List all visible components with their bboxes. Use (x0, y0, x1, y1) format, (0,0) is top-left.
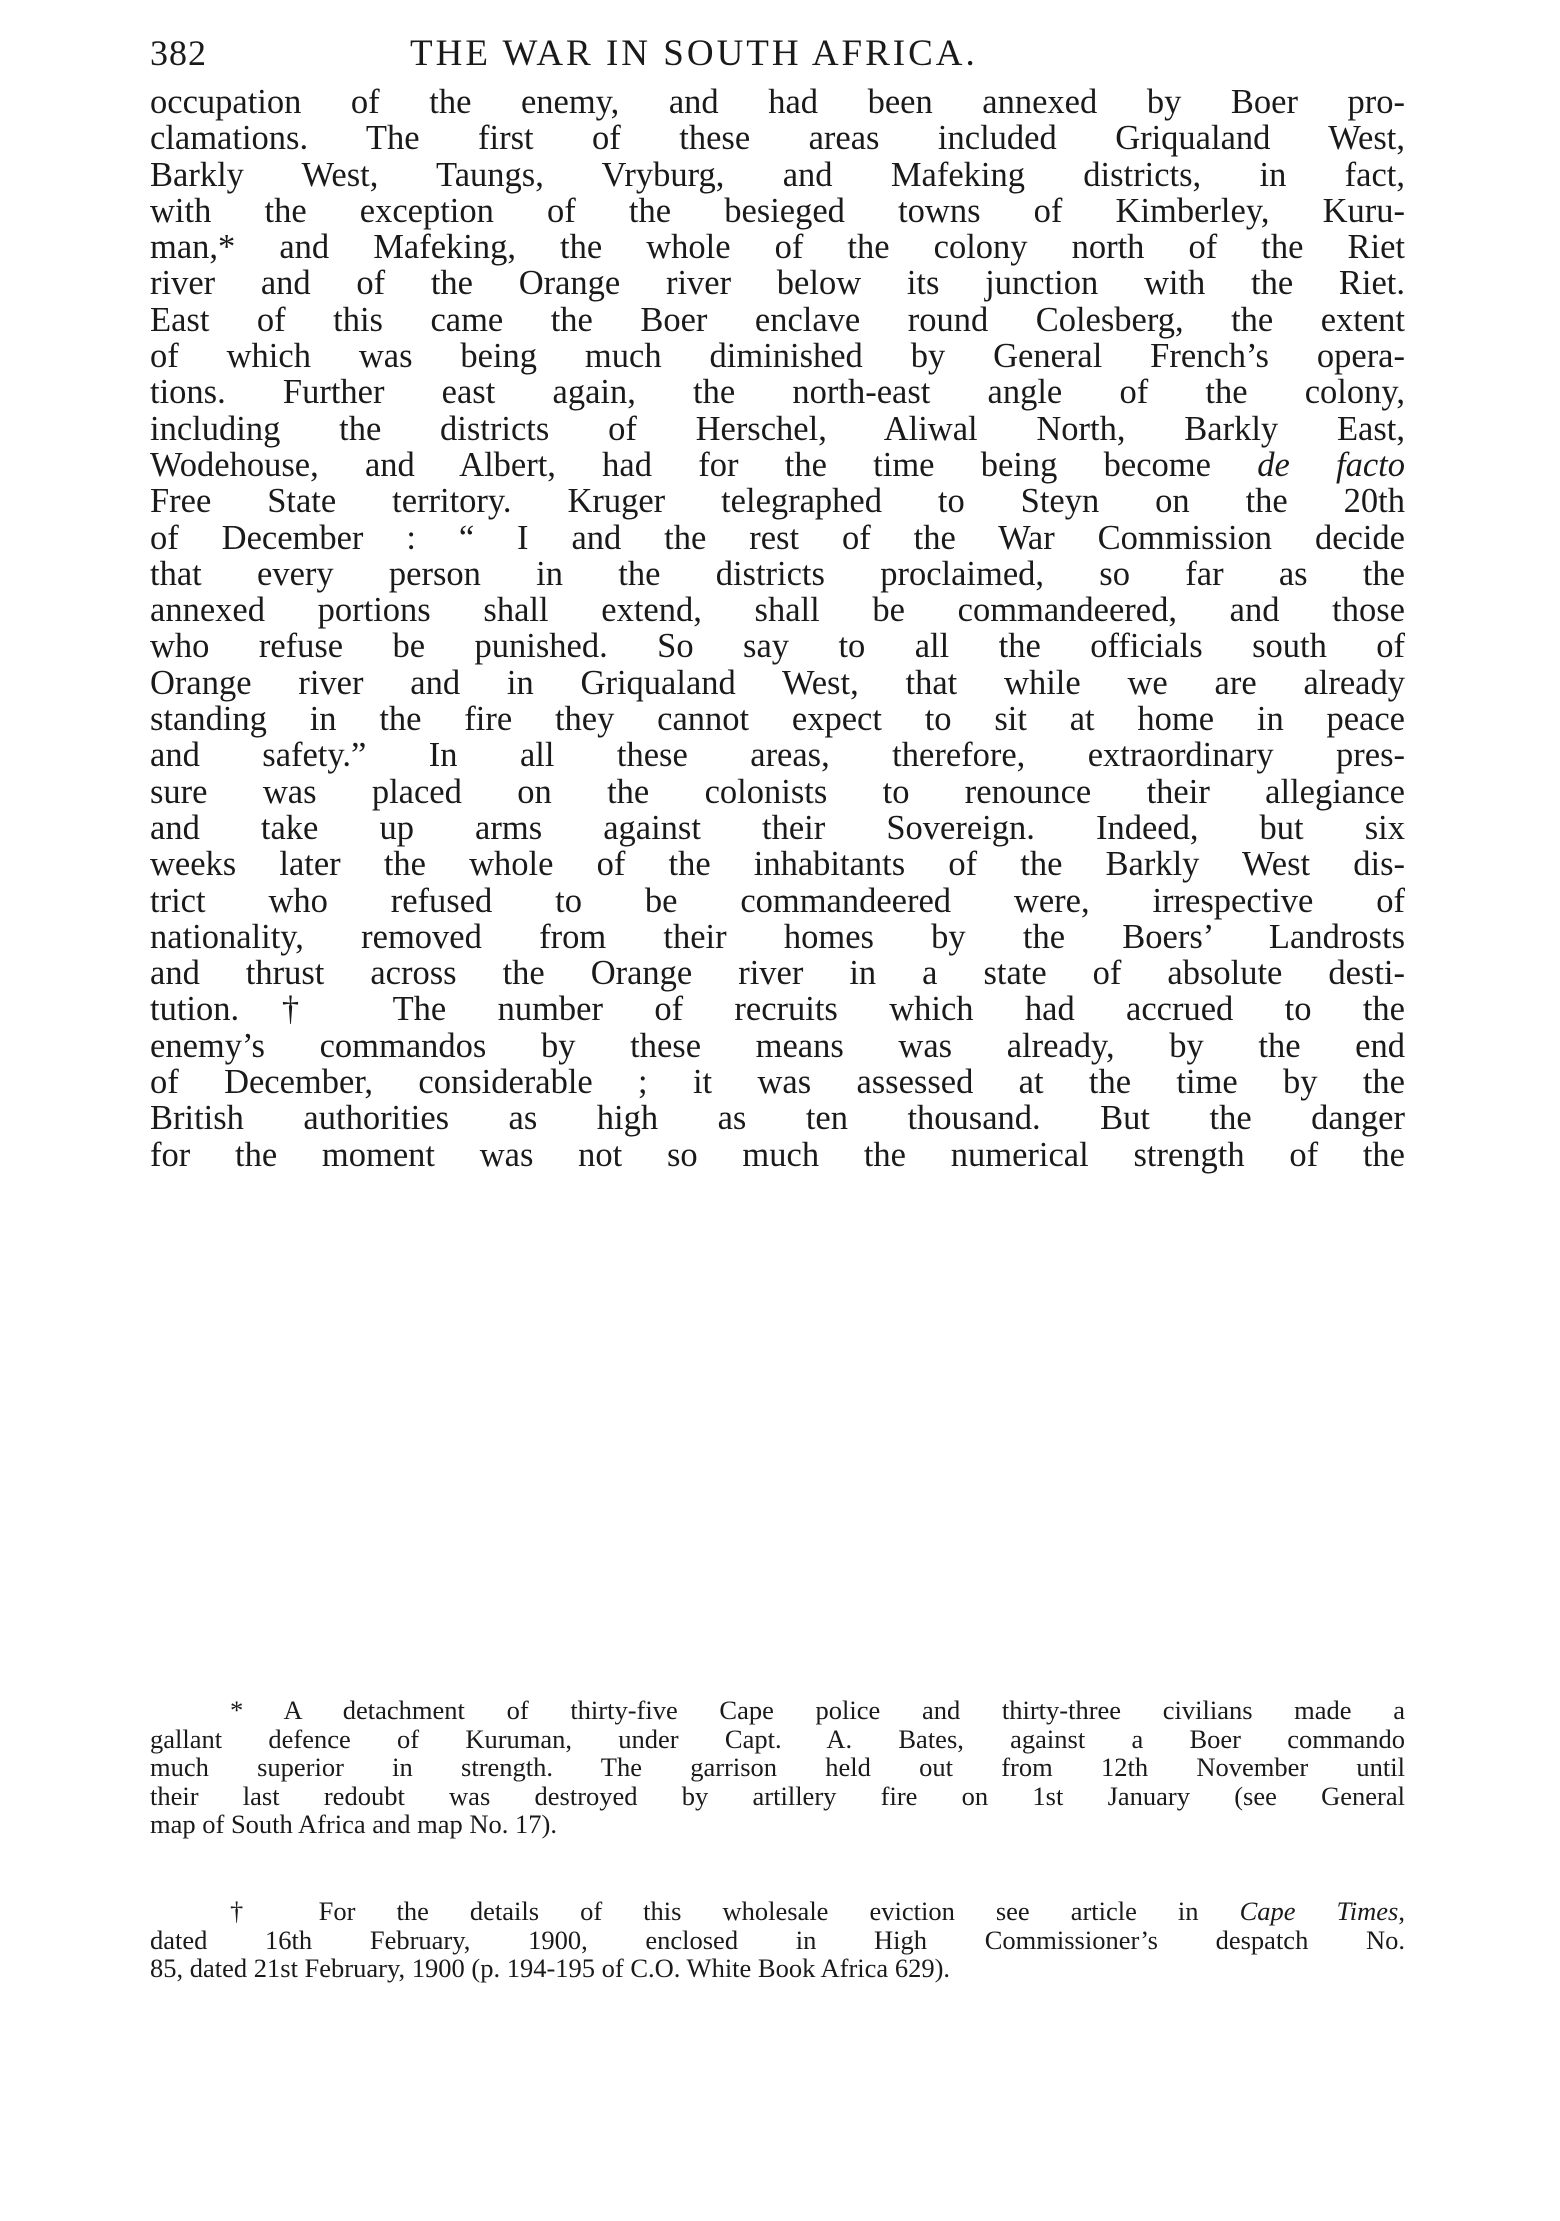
text-line: Orange river and in Griqualand West, that while we are already (150, 663, 1405, 702)
footnote-dagger (150, 1897, 1405, 1983)
publication-title: Cape Times (1239, 1896, 1399, 1926)
footnote-line: 85, dated 21st February, 1900 (p. 194-195 of C.O. White Book Africa 629). (150, 1953, 951, 1983)
text-line: and take up arms against their Sovereign. Indeed, but six (150, 808, 1405, 847)
text-line: occupation of the enemy, and had been annexed by Boer pro- (150, 83, 1405, 121)
text-line: tions. Further east again, the north-east angle of the colony, (150, 373, 1405, 412)
text-line: who refuse be punished. So say to all the officials south of (150, 627, 1405, 666)
page-header (150, 28, 1405, 78)
footnote-line: their last redoubt was destroyed by artillery fire on 1st January (see General (150, 1780, 1405, 1811)
text-line: clamations. The first of these areas included Griqualand West, (150, 119, 1405, 158)
text-line: enemy’s commandos by these means was already, by the end (150, 1026, 1405, 1065)
text-line: Barkly West, Taungs, Vryburg, and Mafeking districts, in fact, (150, 155, 1405, 194)
footnote-line (150, 1897, 1405, 1926)
text-line: of December : “ I and the rest of the War Commission decide (150, 518, 1405, 557)
text-line: for the moment was not so much the numerical strength of the (150, 1135, 1405, 1174)
body-text (150, 84, 1405, 1173)
text-line: and safety.” In all these areas, therefore, extraordinary pres- (150, 736, 1405, 775)
italic-phrase: de facto (1257, 445, 1406, 484)
text-line: East of this came the Boer enclave round Colesberg, the extent (150, 300, 1405, 339)
text-line: and thrust across the Orange river in a state of absolute desti- (150, 954, 1405, 993)
text-line: trict who refused to be commandeered were, irrespective of (150, 881, 1405, 920)
footnote-line: * A detachment of thirty-five Cape police and thirty-three civilians made a (230, 1695, 1405, 1725)
text-line (150, 447, 1405, 483)
footnote-asterisk (150, 1696, 1405, 1839)
text-line: weeks later the whole of the inhabitants of the Barkly West dis- (150, 845, 1405, 884)
text-segment: Wodehouse, and Albert, had for the time being become (150, 445, 1258, 484)
footnote-line: map of South Africa and map No. 17). (150, 1809, 557, 1839)
running-head: THE WAR IN SOUTH AFRICA. (410, 33, 978, 74)
text-line: with the exception of the besieged towns of Kimberley, Kuru- (150, 191, 1405, 230)
page-number: 382 (150, 33, 207, 73)
footnote-punct: , (1398, 1896, 1405, 1926)
footnote-line: dated 16th February, 1900, enclosed in High Commissioner’s despatch No. (150, 1924, 1405, 1955)
text-line: nationality, removed from their homes by the Boers’ Landrosts (150, 917, 1405, 956)
text-line: tution.† The number of recruits which had accrued to the (150, 990, 1405, 1029)
text-line: of which was being much diminished by General French’s opera- (150, 337, 1405, 376)
text-line: of December, considerable ; it was assessed at the time by the (150, 1063, 1405, 1102)
text-line: that every person in the districts proclaimed, so far as the (150, 554, 1405, 593)
text-line: sure was placed on the colonists to renounce their allegiance (150, 772, 1405, 811)
text-line: Free State territory. Kruger telegraphed to Steyn on the 20th (150, 482, 1405, 521)
footnote-text: † For the details of this wholesale eviction see article in (230, 1896, 1240, 1926)
text-line: British authorities as high as ten thousand. But the danger (150, 1099, 1405, 1138)
text-line: standing in the fire they cannot expect to sit at home in peace (150, 700, 1405, 739)
text-line: man,* and Mafeking, the whole of the colony north of the Riet (150, 228, 1405, 267)
footnote-line: gallant defence of Kuruman, under Capt. A. Bates, against a Boer commando (150, 1723, 1405, 1754)
footnote-line: much superior in strength. The garrison held out from 12th November until (150, 1752, 1405, 1782)
text-line: annexed portions shall extend, shall be commandeered, and those (150, 591, 1405, 630)
text-line: river and of the Orange river below its junction with the Riet. (150, 264, 1405, 303)
text-line: including the districts of Herschel, Aliwal North, Barkly East, (150, 409, 1405, 448)
